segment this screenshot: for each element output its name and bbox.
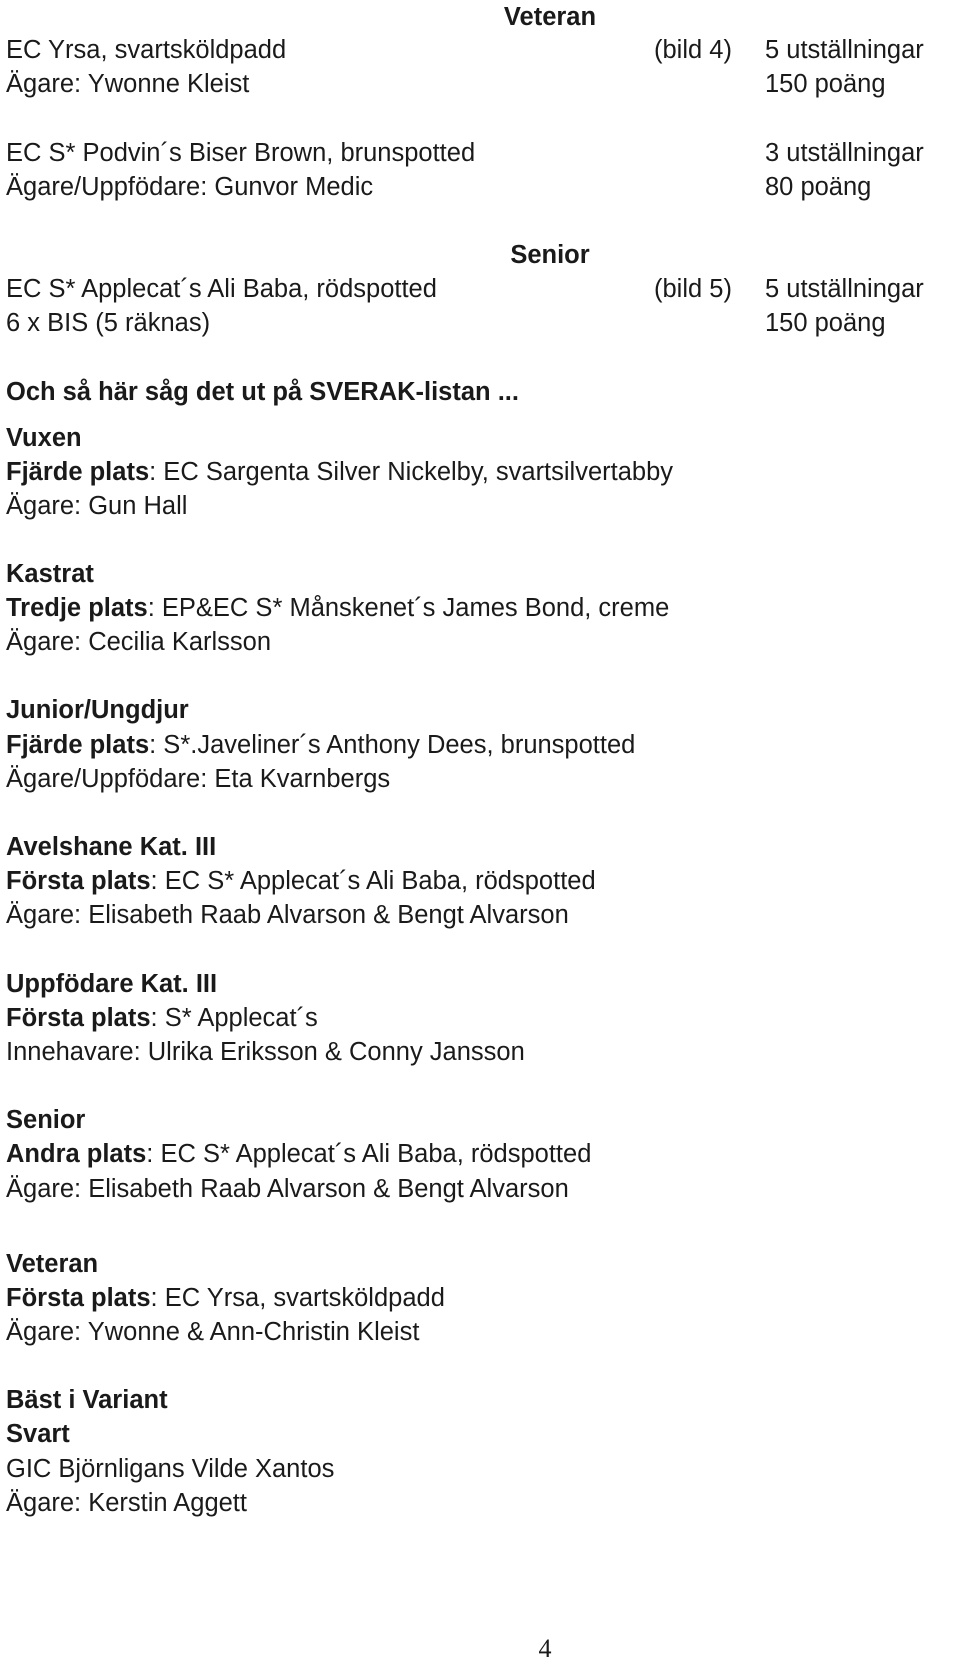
senior-entry-shows: 5 utställningar xyxy=(765,275,924,303)
section-place-veteran xyxy=(6,1283,445,1313)
senior-heading: Senior xyxy=(510,241,590,269)
section-place-junior xyxy=(6,730,635,760)
veteran-entry-2-owner: Ägare/Uppfödare: Gunvor Medic xyxy=(6,173,374,201)
section-owner-veteran: Ägare: Ywonne & Ann-Christin Kleist xyxy=(6,1318,420,1346)
section-place-avelshane xyxy=(6,866,596,896)
section-heading-veteran: Veteran xyxy=(6,1250,99,1278)
best-variant-heading: Bäst i Variant xyxy=(6,1386,168,1414)
veteran-entry-2-shows: 3 utställningar xyxy=(765,139,924,167)
place-label: Andra plats xyxy=(6,1140,147,1168)
place-label: Fjärde plats xyxy=(6,731,150,759)
section-heading-vuxen: Vuxen xyxy=(6,424,82,452)
veteran-entry-1-owner: Ägare: Ywonne Kleist xyxy=(6,70,250,98)
best-variant-cat: GIC Björnligans Vilde Xantos xyxy=(6,1455,335,1483)
section-place-vuxen xyxy=(6,457,673,487)
section-heading-uppfodare: Uppfödare Kat. III xyxy=(6,970,218,998)
place-value: : EC S* Applecat´s Ali Baba, rödspotted xyxy=(150,867,596,895)
sverak-intro: Och så här såg det ut på SVERAK-listan ... xyxy=(6,378,519,406)
section-heading-senior: Senior xyxy=(6,1106,86,1134)
section-heading-avelshane: Avelshane Kat. III xyxy=(6,833,217,861)
veteran-entry-1-ref: (bild 4) xyxy=(654,36,732,64)
section-heading-kastrat: Kastrat xyxy=(6,560,94,588)
place-label: Första plats xyxy=(6,1004,151,1032)
veteran-entry-1-name: EC Yrsa, svartsköldpadd xyxy=(6,36,287,64)
section-owner-senior: Ägare: Elisabeth Raab Alvarson & Bengt Alvarson xyxy=(6,1175,569,1203)
section-place-senior xyxy=(6,1139,591,1169)
senior-entry-bis: 6 x BIS (5 räknas) xyxy=(6,309,211,337)
place-label: Tredje plats xyxy=(6,594,148,622)
place-label: Första plats xyxy=(6,1284,151,1312)
senior-entry-ref: (bild 5) xyxy=(654,275,732,303)
section-owner-uppfodare: Innehavare: Ulrika Eriksson & Conny Jansson xyxy=(6,1038,525,1066)
veteran-entry-2-name: EC S* Podvin´s Biser Brown, brunspotted xyxy=(6,139,476,167)
place-value: : EP&EC S* Månskenet´s James Bond, creme xyxy=(147,594,670,622)
place-value: : EC S* Applecat´s Ali Baba, rödspotted xyxy=(146,1140,592,1168)
section-owner-vuxen: Ägare: Gun Hall xyxy=(6,492,188,520)
section-place-kastrat xyxy=(6,593,669,623)
veteran-heading: Veteran xyxy=(503,3,597,31)
place-value: : S*.Javeliner´s Anthony Dees, brunspotted xyxy=(149,731,636,759)
senior-entry-points: 150 poäng xyxy=(765,309,886,337)
best-variant-subheading: Svart xyxy=(6,1420,70,1448)
senior-entry-name: EC S* Applecat´s Ali Baba, rödspotted xyxy=(6,275,437,303)
section-heading-junior: Junior/Ungdjur xyxy=(6,696,189,724)
section-owner-avelshane: Ägare: Elisabeth Raab Alvarson & Bengt Alvarson xyxy=(6,901,569,929)
place-value: : EC Sargenta Silver Nickelby, svartsilvertabby xyxy=(149,458,674,486)
veteran-entry-1-points: 150 poäng xyxy=(765,70,886,98)
veteran-entry-2-points: 80 poäng xyxy=(765,173,872,201)
place-value: : S* Applecat´s xyxy=(150,1004,318,1032)
place-value: : EC Yrsa, svartsköldpadd xyxy=(150,1284,445,1312)
page-number: 4 xyxy=(538,1634,552,1663)
section-owner-kastrat: Ägare: Cecilia Karlsson xyxy=(6,628,272,656)
section-place-uppfodare xyxy=(6,1003,318,1033)
best-variant-owner: Ägare: Kerstin Aggett xyxy=(6,1489,247,1517)
section-owner-junior: Ägare/Uppfödare: Eta Kvarnbergs xyxy=(6,765,391,793)
place-label: Första plats xyxy=(6,867,151,895)
veteran-entry-1-shows: 5 utställningar xyxy=(765,36,924,64)
place-label: Fjärde plats xyxy=(6,458,150,486)
